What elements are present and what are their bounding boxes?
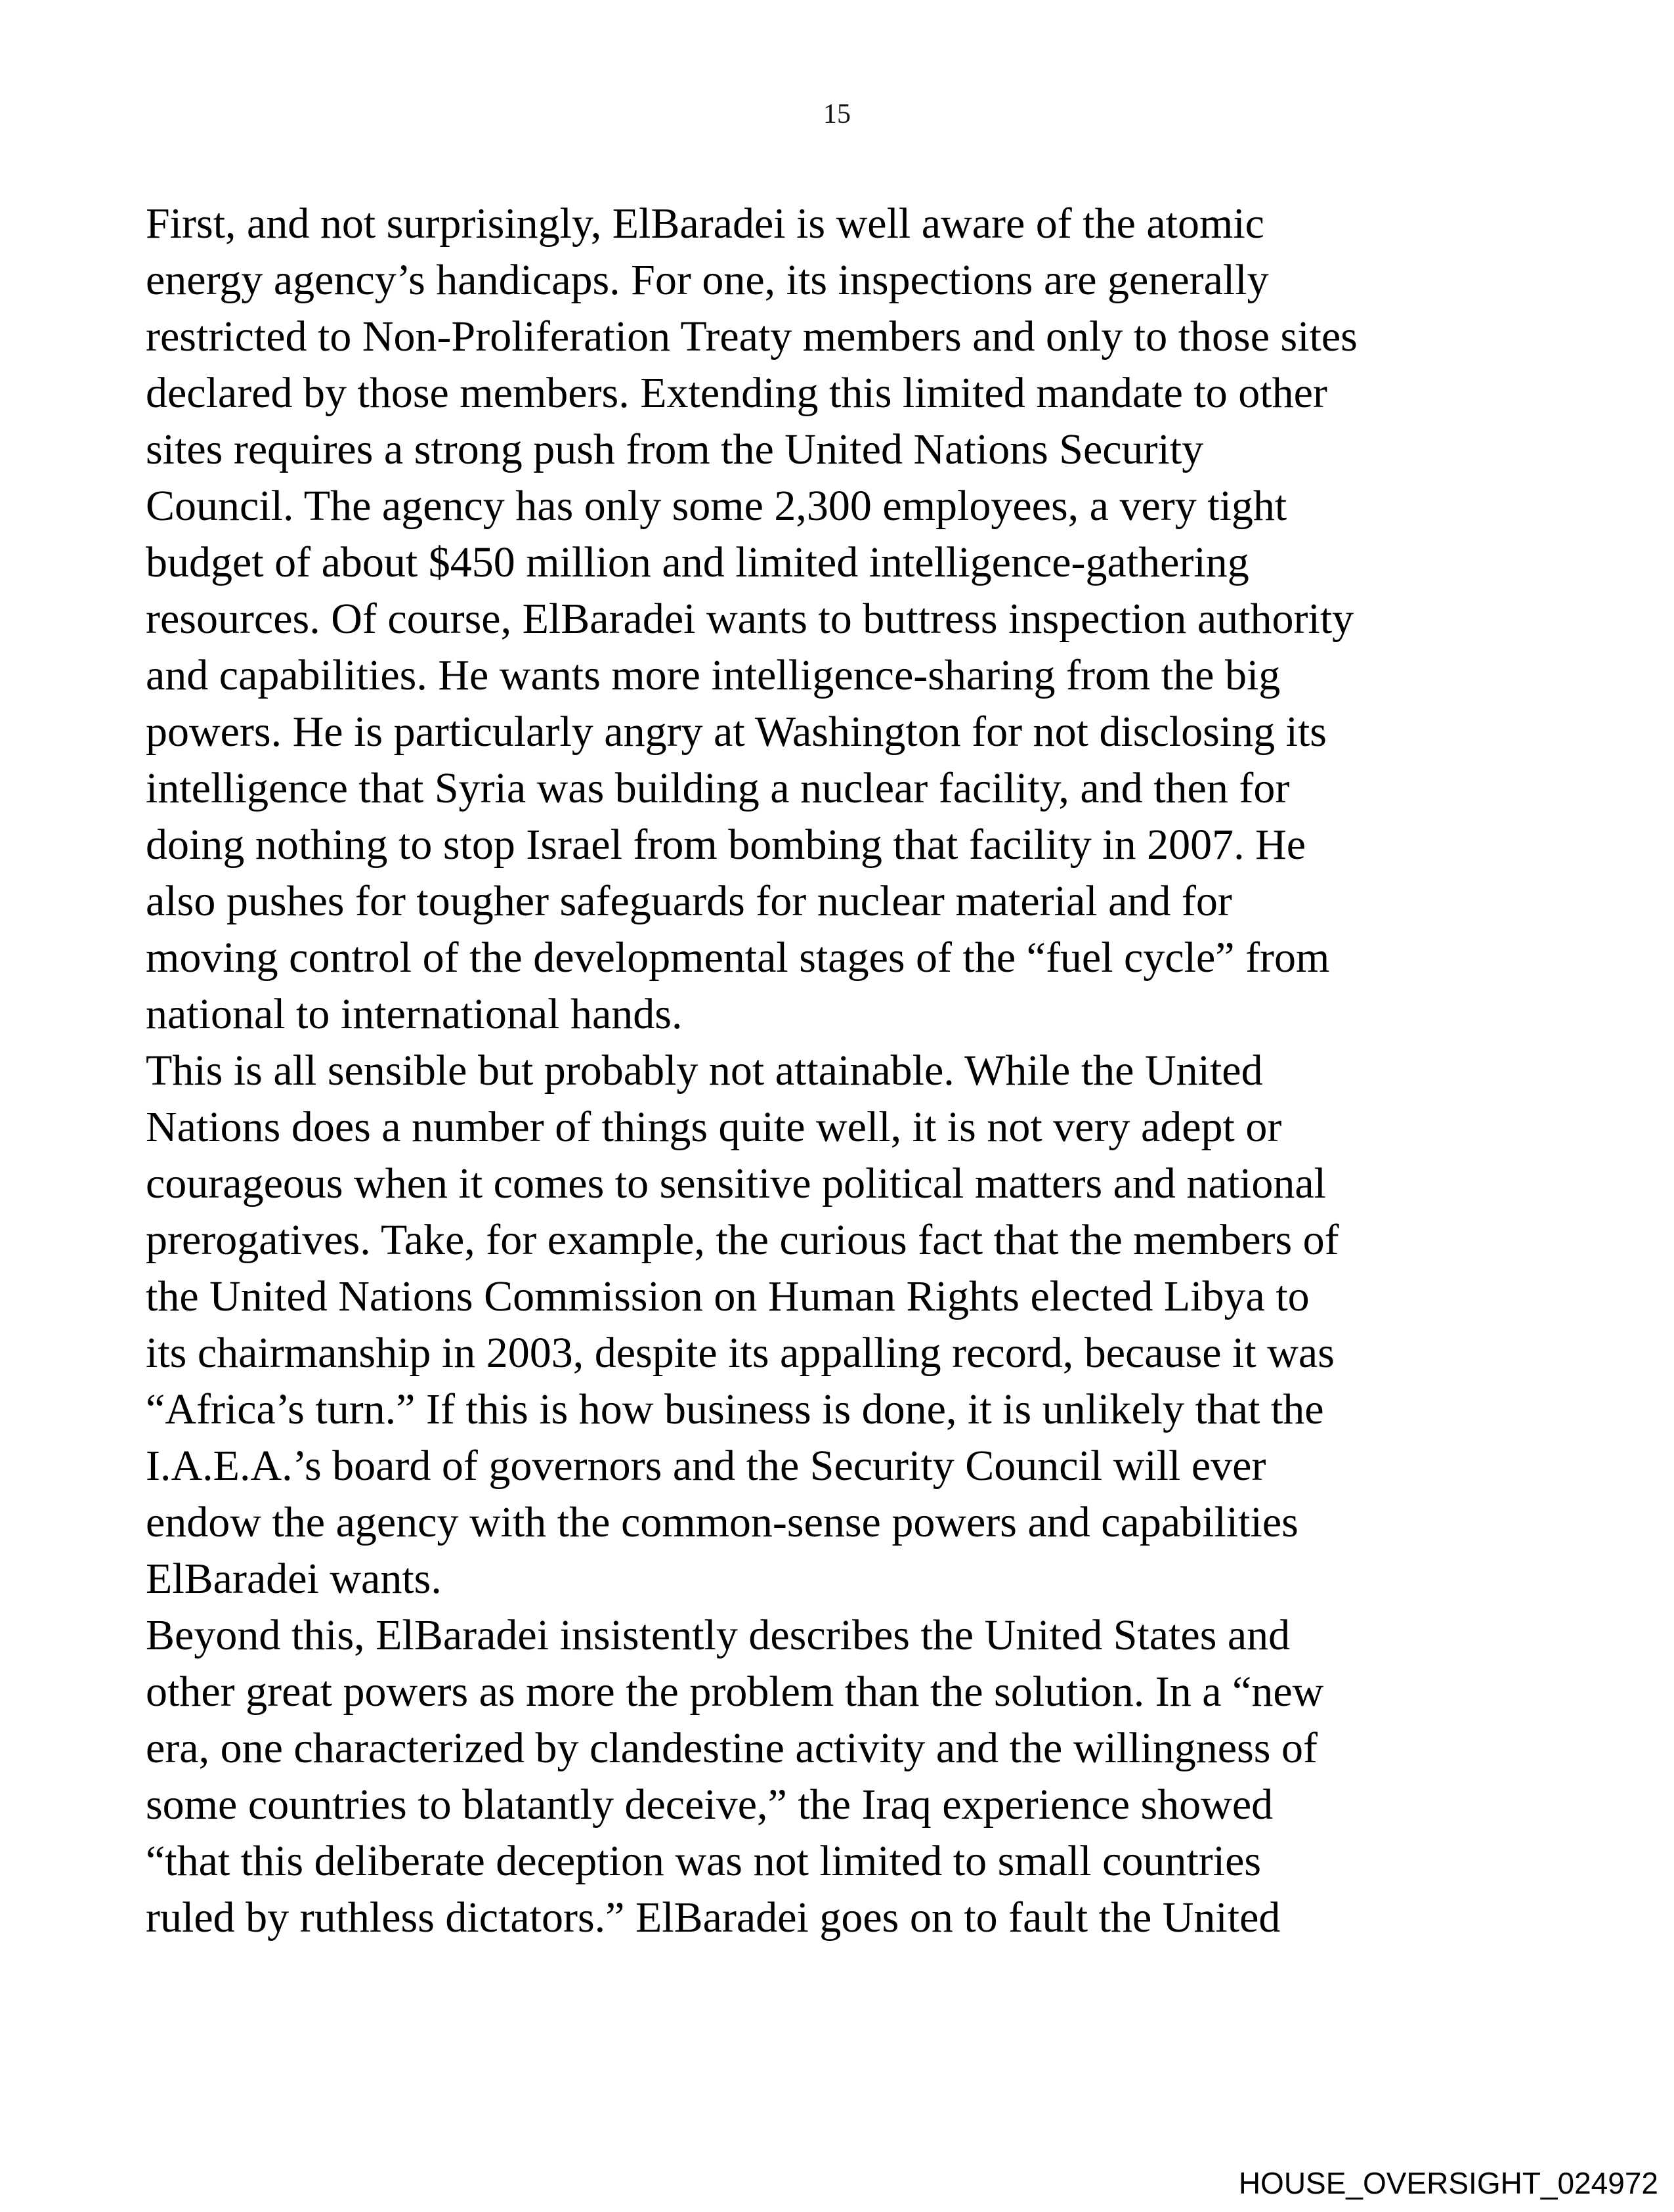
document-id-footer: HOUSE_OVERSIGHT_024972 [1238,2166,1658,2200]
text-line: doing nothing to stop Israel from bombing that facility in 2007. He [146,821,1306,869]
text-line: its chairmanship in 2003, despite its appalling record, because it was [146,1329,1335,1377]
text-line: courageous when it comes to sensitive political matters and national [146,1160,1327,1207]
text-line: energy agency’s handicaps. For one, its inspections are generally [146,256,1269,304]
text-line: Council. The agency has only some 2,300 employees, a very tight [146,482,1287,530]
text-line: powers. He is particularly angry at Washington for not disclosing its [146,708,1327,756]
text-line: national to international hands. [146,990,683,1038]
text-line: prerogatives. Take, for example, the curious fact that the members of [146,1216,1339,1264]
text-line: resources. Of course, ElBaradei wants to buttress inspection authority [146,595,1354,643]
text-line: Beyond this, ElBaradei insistently describes the United States and [146,1611,1291,1659]
text-line: moving control of the developmental stages of the “fuel cycle” from [146,934,1330,982]
text-line: sites requires a strong push from the United Nations Security [146,425,1204,473]
text-line: the United Nations Commission on Human Rights elected Libya to [146,1272,1310,1320]
page-number: 15 [823,99,851,129]
text-line: This is all sensible but probably not attainable. While the United [146,1047,1263,1095]
text-line: intelligence that Syria was building a nuclear facility, and then for [146,764,1290,812]
body-text [146,196,1590,1946]
text-line: Nations does a number of things quite well, it is not very adept or [146,1103,1282,1151]
text-line: ElBaradei wants. [146,1555,442,1603]
text-line: era, one characterized by clandestine activity and the willingness of [146,1724,1318,1772]
text-line: ruled by ruthless dictators.” ElBaradei goes on to fault the United [146,1894,1281,1941]
text-line: First, and not surprisingly, ElBaradei is well aware of the atomic [146,200,1264,248]
text-line: “Africa’s turn.” If this is how business is done, it is unlikely that the [146,1385,1324,1433]
text-line: also pushes for tougher safeguards for nuclear material and for [146,877,1232,925]
text-line: restricted to Non-Proliferation Treaty members and only to those sites [146,313,1358,360]
text-line: declared by those members. Extending this limited mandate to other [146,369,1327,417]
text-line: I.A.E.A.’s board of governors and the Security Council will ever [146,1442,1266,1490]
text-line: some countries to blatantly deceive,” the Iraq experience showed [146,1781,1274,1829]
text-line: endow the agency with the common-sense powers and capabilities [146,1498,1298,1546]
text-line: “that this deliberate deception was not limited to small countries [146,1837,1262,1885]
text-line: other great powers as more the problem than the solution. In a “new [146,1668,1324,1716]
text-line: and capabilities. He wants more intelligence-sharing from the big [146,651,1281,699]
text-line: budget of about $450 million and limited intelligence-gathering [146,538,1249,586]
